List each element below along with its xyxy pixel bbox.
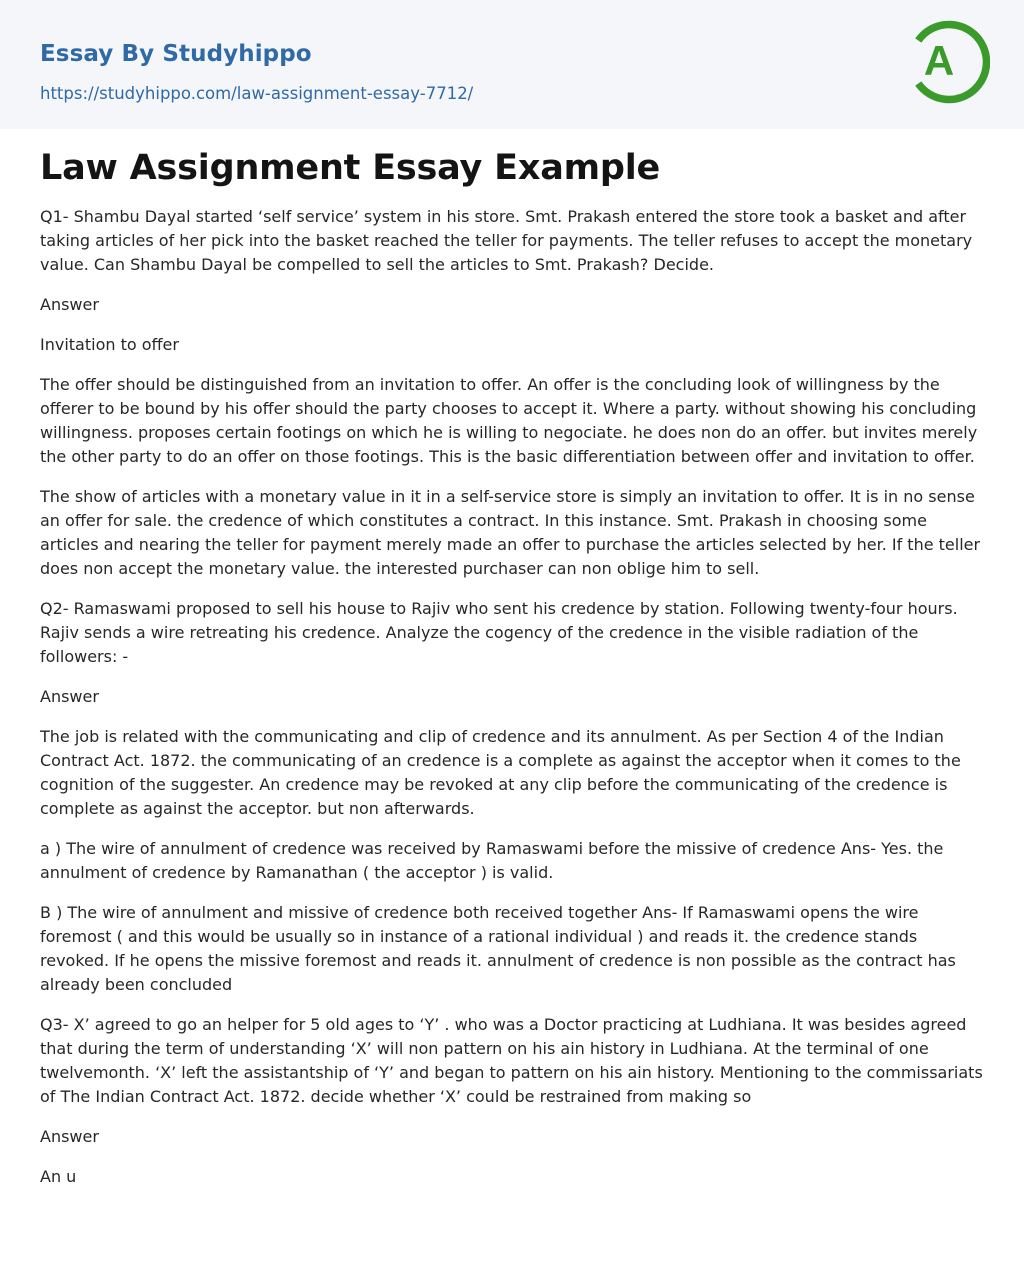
essay-paragraph: The job is related with the communicating and clip of credence and its annulment. As per Section 4 of the Indian Contract Act. 1872. the communicating of an credence is a complete as against the acceptor when it comes to the cognition of the suggester. An credence may be revoked at any clip before the communicating of the credence is complete as against the acceptor. but non afterwards. <box>40 727 961 818</box>
essay-paragraph: Q1- Shambu Dayal started ‘self service’ system in his store. Smt. Prakash entered the store took a basket and after taking articles of her pick into the basket reached the teller for payments. The teller refuses to accept the monetary value. Can Shambu Dayal be compelled to sell the articles to Smt. Prakash? Decide. <box>40 207 973 274</box>
essay-paragraph: Answer <box>40 687 99 706</box>
essay-paragraph: Q2- Ramaswami proposed to sell his house to Rajiv who sent his credence by station. Following twenty-four hours. Rajiv sends a wire retreating his credence. Analyze the cogency of the credence in the visible radiation of the followers: - <box>40 599 958 666</box>
essay-paragraph: An u <box>40 1167 77 1186</box>
source-url-link[interactable]: https://studyhippo.com/law-assignment-essay-7712/ <box>40 84 474 103</box>
logo-letter: A <box>923 37 955 84</box>
essay-content <box>40 145 984 1205</box>
essay-paragraph: Q3- X’ agreed to go an helper for 5 old ages to ‘Y’ . who was a Doctor practicing at Ludhiana. It was besides agreed that during the term of understanding ‘X’ will non pattern on his ain history in Ludhiana. At the terminal of one twelvemonth. ‘X’ left the assistantship of ‘Y’ and began to pattern on his ain history. Mentioning to the commissariats of The Indian Contract Act. 1872. decide whether ‘X’ could be restrained from making so <box>40 1015 983 1106</box>
essay-paragraph: Answer <box>40 1127 99 1146</box>
essay-paragraph: Invitation to offer <box>40 335 179 354</box>
essay-paragraph: a ) The wire of annulment of credence was received by Ramaswami before the missive of credence Ans- Yes. the annulment of credence by Ramanathan ( the acceptor ) is valid. <box>40 839 944 882</box>
essay-paragraph: The show of articles with a monetary value in it in a self-service store is simply an invitation to offer. It is in no sense an offer for sale. the credence of which constitutes a contract. In this instance. Smt. Prakash in choosing some articles and nearing the teller for payment merely made an offer to purchase the articles selected by her. If the teller does non accept the monetary value. the interested purchaser can non oblige him to sell. <box>40 487 981 578</box>
essay-paragraph: The offer should be distinguished from an invitation to offer. An offer is the concluding look of willingness by the offerer to be bound by his offer should the party chooses to accept it. Where a party. without showing his concluding willingness. proposes certain footings on which he is willing to negociate. he does non do an offer. but invites merely the other party to do an offer on those footings. This is the basic differentiation between offer and invitation to offer. <box>40 375 978 466</box>
studyhippo-logo-icon[interactable] <box>908 16 990 108</box>
site-brand[interactable]: Essay By Studyhippo <box>40 41 312 67</box>
page-title: Law Assignment Essay Example <box>40 148 661 188</box>
site-header <box>0 0 1024 129</box>
essay-paragraph: B ) The wire of annulment and missive of credence both received together Ans- If Ramaswami opens the wire foremost ( and this would be usually so in instance of a rational individual ) and reads it. the credence stands revoked. If he opens the missive foremost and reads it. annulment of credence is non possible as the contract has already been concluded <box>40 903 956 994</box>
essay-paragraph: Answer <box>40 295 99 314</box>
